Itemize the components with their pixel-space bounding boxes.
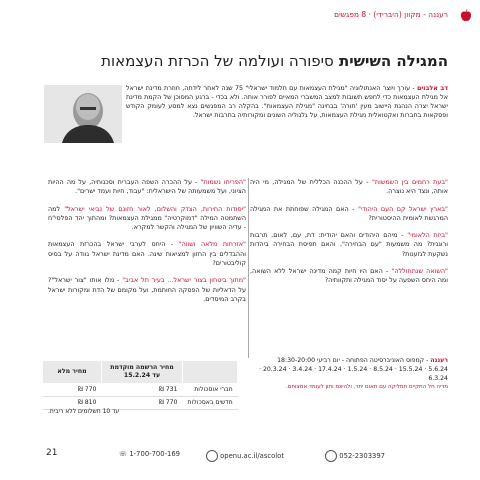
topic-heading: "בעת רחמים בין השמשות" [371, 178, 448, 186]
table-cell: 731 ₪ [102, 384, 183, 397]
title-sub: סיפורה ועולמה של הכרזת העצמאות [101, 52, 334, 70]
topic-heading: "הפריחו נשמות" [200, 178, 246, 186]
lecturer-name: דב אלבוים [416, 84, 448, 92]
header-cell [183, 361, 238, 384]
breadcrumb [334, 10, 448, 19]
schedule-info [248, 356, 448, 383]
table-cell: חברי אוסכולות [183, 384, 238, 397]
table-cell: חדשים באסכולות [183, 397, 238, 410]
phone-icon: ☏ [118, 450, 128, 458]
column-divider [248, 178, 249, 358]
topic-item [48, 276, 246, 304]
whatsapp-number[interactable]: 052-2303397 [339, 452, 385, 460]
header-cell: מחיר הרשמה מוקדמת עד 15.2.24 [102, 361, 183, 384]
topic-text: - מיהם היהודים והאם יהודית: דת, עם, לאום, תרבות ורוגנית? מה משמעות "עם הבחירה", והאם תפיסת הבחירה ביהדות נשקעת לגזענות? [250, 231, 448, 258]
price-table [42, 360, 238, 410]
apple-logo-icon [460, 9, 472, 22]
table-cell: 810 ₪ [43, 397, 102, 410]
topic-heading: "ביזת הלאומי" [407, 231, 448, 240]
topic-item [48, 205, 246, 233]
topic-heading: "בארץ ישראל קם העם היהודי" [358, 204, 448, 213]
topic-text: - האם המגילה שפוחתת את המגילה המרגשת לאומית ההיסטורית? [250, 204, 448, 222]
globe-icon [206, 450, 218, 462]
bio-text: - עורך ויוצר האנתולוגיה "מגילת העצמאות עם תלמוד ישראלי" 75 שנה לאחר לידתה, חוזרת מדינת ישראל אל מגילת העצמאות כדי לחפש תשובות למצב המשברי המאיים לפורר אותה. ולא בכדי - ברגע המסוכן של הקמת מדינת ישראל יצרה הנהגת היישוב מעין 'תורה' בבחינה "מגילת העצמאות". בהקלה רב המפגשים נצא למסע לעומק הקודש ופסקאות בחברות ואקטואלית מגילת העצמאות, על גלגוליה השונים ומקורותיה בתרבות ישראל. [126, 84, 448, 120]
topic-item [250, 231, 448, 259]
price-table-header [43, 361, 238, 384]
footer-phone[interactable] [119, 450, 180, 458]
topic-item [250, 178, 448, 197]
website-link[interactable]: openu.ac.il/ascolot [220, 452, 284, 460]
page-number: 21 [46, 448, 58, 458]
topic-text: - מלו אותו "צור ישראל"? על הדאליות של הפסקה החותמת, ועל מקומם של הדת ומקורות ישראל בקרב המיסדים. [48, 276, 246, 303]
schedule-city: רעננה [430, 357, 448, 364]
topic-text: - היחס לערבי ישראל בהכרזת העצמאות וההבדלים בין החזון למציאות שינה. האם מדינת ישראל גוודה על בסיס קוליבטורים? [48, 240, 246, 268]
topic-item [48, 178, 246, 197]
table-row [43, 384, 238, 397]
breadcrumb-sessions: 8 מפגשים [334, 10, 367, 19]
header-cell: מחיר מלא [43, 361, 102, 384]
topic-heading: "מתוך ביטחון בצור ישראל... בעיר תל אביב" [122, 276, 246, 285]
topic-text: - על ההכרה השפה העברית וסכנותיה, על מה ההיות הציוני, ועל משמעותה של הישראלית: "עבוד, חיות ועמד ישרים". [48, 178, 246, 196]
breadcrumb-path: רעננה - מקוון (היברידי) · [368, 10, 448, 19]
topic-item [250, 267, 448, 286]
topics-column-right [250, 178, 448, 294]
payment-note: עד 10 תשלומים ללא ריבית. [48, 408, 120, 415]
lecturer-photo [44, 85, 122, 143]
topic-heading: "אזרחות מלאה ושווה" [178, 240, 246, 249]
footer-whatsapp[interactable] [325, 450, 385, 462]
schedule-dates: 5.6.24 · 15.5.24 · 8.5.24 · 1.5.24 · 17.4.24 · 3.4.24 · 20.3.24 · 6.3.24 [259, 366, 448, 382]
topic-item [250, 205, 448, 224]
table-cell: 770 ₪ [43, 384, 102, 397]
page-title [101, 52, 448, 70]
lecturer-bio [126, 84, 448, 120]
phone-number[interactable]: 1-700-700-169 [129, 450, 180, 458]
topic-heading: "השואה שנתחוללה" [391, 267, 448, 276]
whatsapp-icon [325, 450, 337, 462]
table-cell: 770 ₪ [102, 397, 183, 410]
footer-website[interactable] [206, 450, 284, 462]
title-main: המגילה השישית [338, 52, 448, 70]
topics-column-left [48, 178, 246, 312]
topic-heading: "יסודות החירות, הצדק והשלום, לאור חזונם של נביאי ישראל" [64, 204, 246, 213]
disclaimer-note: מדיה חל התקיים תמליקה עם תאום יתר, ולהיצמ ותון לעומד אמצוחם. [286, 384, 448, 390]
topic-text: למה השתמטה המילה "דמוקרטיה" ממגילת העצמאות? ומהתוך יהד הפלסי"ח - עדיה השוויון של המגילה והקשר למקרא. [48, 204, 246, 232]
topic-text: - האם היו חיות קמה מדינה ישראל ללא השואה, ומה היחס השפעה על יסוד המגילה ותקוותיה? [250, 267, 448, 285]
schedule-venue: - קמפוס האוניברסיטה הפתוחה - יום רביעי 18:30-20:00 [277, 357, 431, 364]
topic-item [48, 240, 246, 268]
topic-text: - על ההכנה הכללית של המגילה, מי היה אותה, ונצד היא נוצרה. [250, 178, 448, 196]
